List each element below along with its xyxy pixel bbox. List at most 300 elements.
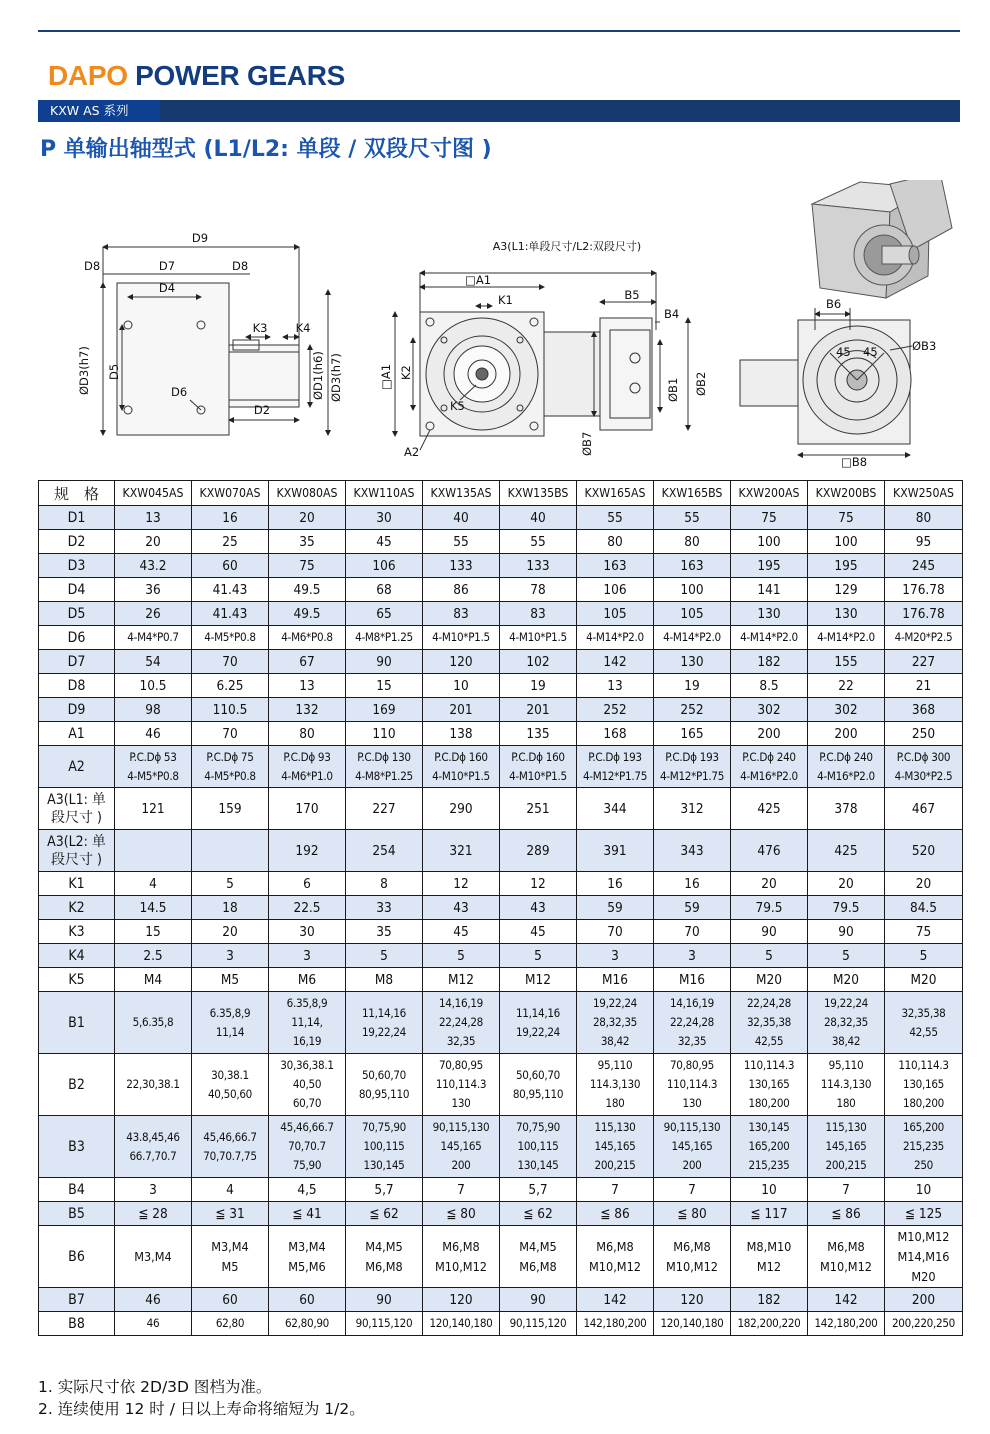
- table-cell: 102: [500, 650, 577, 674]
- table-cell: 35: [346, 920, 423, 944]
- page-title: P 单输出轴型式 (L1/L2: 单段 / 双段尺寸图 ): [40, 137, 492, 162]
- label-d8-right: D8: [232, 259, 249, 273]
- table-cell: P.C.Dϕ 193 4-M12*P1.75: [654, 746, 731, 788]
- label-b2: ØB2: [694, 371, 708, 396]
- table-cell: 55: [654, 506, 731, 530]
- table-cell: 6.35,8,9 11,14: [192, 992, 269, 1054]
- table-cell: 200: [731, 722, 808, 746]
- table-cell: ≦ 86: [577, 1202, 654, 1226]
- table-cell: 90,115,130 145,165 200: [654, 1116, 731, 1178]
- table-cell: 378: [808, 788, 885, 830]
- table-cell: 22: [808, 674, 885, 698]
- table-cell: 163: [577, 554, 654, 578]
- table-cell: ≦ 86: [808, 1202, 885, 1226]
- table-cell: M5: [192, 968, 269, 992]
- table-row: [39, 530, 963, 554]
- table-cell: 19: [654, 674, 731, 698]
- table-row: [39, 554, 963, 578]
- table-cell: 68: [346, 578, 423, 602]
- table-cell: 425: [808, 830, 885, 872]
- table-cell: 105: [654, 602, 731, 626]
- table-cell: 120,140,180: [423, 1312, 500, 1336]
- row-label: A1: [39, 722, 115, 746]
- table-cell: 70: [192, 722, 269, 746]
- table-cell: 30,38.1 40,50,60: [192, 1054, 269, 1116]
- table-cell: 135: [500, 722, 577, 746]
- table-cell: 130: [654, 650, 731, 674]
- table-cell: 70,75,90 100,115 130,145: [346, 1116, 423, 1178]
- table-cell: 10.5: [115, 674, 192, 698]
- table-cell: 80: [654, 530, 731, 554]
- table-cell: 163: [654, 554, 731, 578]
- label-b1: ØB1: [666, 377, 680, 402]
- side-view-drawing: [395, 273, 688, 450]
- table-cell: 21: [885, 674, 963, 698]
- label-a3: A3(L1:单段尺寸/L2:双段尺寸): [492, 240, 642, 253]
- table-cell: 312: [654, 788, 731, 830]
- table-cell: 59: [654, 896, 731, 920]
- row-label: B4: [39, 1178, 115, 1202]
- table-cell: 95: [885, 530, 963, 554]
- table-cell: M6,M8 M10,M12: [577, 1226, 654, 1288]
- table-cell: 195: [808, 554, 885, 578]
- table-cell: 106: [577, 578, 654, 602]
- table-cell: 13: [577, 674, 654, 698]
- table-cell: 59: [577, 896, 654, 920]
- table-cell: 90: [808, 920, 885, 944]
- table-cell: 141: [731, 578, 808, 602]
- brand-title: [48, 60, 345, 92]
- table-cell: 45,46,66.7 70,70.7 75,90: [269, 1116, 346, 1178]
- table-cell: 95,110 114.3,130 180: [808, 1054, 885, 1116]
- table-cell: ≦ 62: [500, 1202, 577, 1226]
- table-cell: M20: [731, 968, 808, 992]
- label-d6: D6: [171, 385, 188, 399]
- table-cell: ≦ 117: [731, 1202, 808, 1226]
- table-cell: 75: [731, 506, 808, 530]
- table-cell: M12: [500, 968, 577, 992]
- table-cell: 41.43: [192, 578, 269, 602]
- table-cell: 70: [192, 650, 269, 674]
- table-cell: 45: [346, 530, 423, 554]
- table-cell: 62,80: [192, 1312, 269, 1336]
- table-cell: P.C.Dϕ 75 4-M5*P0.8: [192, 746, 269, 788]
- table-cell: 79.5: [731, 896, 808, 920]
- label-d3-h7-right: ØD3(h7): [329, 353, 343, 402]
- table-cell: 133: [423, 554, 500, 578]
- table-cell: 289: [500, 830, 577, 872]
- label-a2: A2: [404, 445, 420, 459]
- table-cell: 4-M6*P0.8: [269, 626, 346, 650]
- table-cell: 25: [192, 530, 269, 554]
- table-cell: 14,16,19 22,24,28 32,35: [423, 992, 500, 1054]
- label-b8: □B8: [840, 455, 868, 469]
- table-cell: 90,115,120: [500, 1312, 577, 1336]
- table-cell: 344: [577, 788, 654, 830]
- table-cell: 4,5: [269, 1178, 346, 1202]
- label-k5: K5: [450, 399, 465, 413]
- table-cell: 26: [115, 602, 192, 626]
- table-cell: 201: [500, 698, 577, 722]
- table-cell: 90: [731, 920, 808, 944]
- table-cell: 7: [423, 1178, 500, 1202]
- label-d8-left: D8: [84, 259, 101, 273]
- table-cell: 10: [731, 1178, 808, 1202]
- table-cell: 200,220,250: [885, 1312, 963, 1336]
- table-cell: 520: [885, 830, 963, 872]
- table-cell: 170: [269, 788, 346, 830]
- label-k3: K3: [252, 321, 268, 335]
- row-label: K1: [39, 872, 115, 896]
- table-cell: 4-M14*P2.0: [731, 626, 808, 650]
- table-cell: 70,80,95 110,114.3 130: [423, 1054, 500, 1116]
- table-cell: 3: [654, 944, 731, 968]
- table-cell: 20: [808, 872, 885, 896]
- table-cell: 75: [808, 506, 885, 530]
- table-cell: 18: [192, 896, 269, 920]
- table-cell: 467: [885, 788, 963, 830]
- table-cell: 90: [500, 1288, 577, 1312]
- table-cell: 49.5: [269, 578, 346, 602]
- table-cell: 90,115,130 145,165 200: [423, 1116, 500, 1178]
- table-row: [39, 1178, 963, 1202]
- table-cell: 19,22,24 28,32,35 38,42: [577, 992, 654, 1054]
- spec-table: [38, 480, 963, 1336]
- table-cell: 129: [808, 578, 885, 602]
- label-b4: B4: [664, 307, 680, 321]
- table-cell: ≦ 80: [654, 1202, 731, 1226]
- table-cell: 90,115,120: [346, 1312, 423, 1336]
- table-cell: 115,130 145,165 200,215: [577, 1116, 654, 1178]
- table-cell: 7: [654, 1178, 731, 1202]
- table-cell: 142: [808, 1288, 885, 1312]
- header-model: KXW250AS: [885, 481, 963, 506]
- table-cell: 20: [115, 530, 192, 554]
- table-cell: 155: [808, 650, 885, 674]
- table-cell: 70,75,90 100,115 130,145: [500, 1116, 577, 1178]
- table-cell: 3: [269, 944, 346, 968]
- table-cell: 55: [500, 530, 577, 554]
- table-cell: M4,M5 M6,M8: [346, 1226, 423, 1288]
- table-cell: 46: [115, 722, 192, 746]
- label-angle-1: 45: [836, 345, 851, 359]
- row-label: K3: [39, 920, 115, 944]
- table-cell: 10: [423, 674, 500, 698]
- table-cell: 43.2: [115, 554, 192, 578]
- table-row: [39, 920, 963, 944]
- row-label: D2: [39, 530, 115, 554]
- table-cell: 105: [577, 602, 654, 626]
- table-cell: 13: [115, 506, 192, 530]
- table-cell: 8: [346, 872, 423, 896]
- row-label: D4: [39, 578, 115, 602]
- row-label: B2: [39, 1054, 115, 1116]
- table-cell: 110.5: [192, 698, 269, 722]
- table-cell: 5: [808, 944, 885, 968]
- table-cell: 67: [269, 650, 346, 674]
- table-cell: 22,24,28 32,35,38 42,55: [731, 992, 808, 1054]
- table-cell: 120: [423, 1288, 500, 1312]
- table-cell: M10,M12 M14,M16 M20: [885, 1226, 963, 1288]
- front-view-drawing: [103, 247, 328, 435]
- table-cell: P.C.Dϕ 160 4-M10*P1.5: [423, 746, 500, 788]
- table-cell: 32,35,38 42,55: [885, 992, 963, 1054]
- table-cell: 40: [423, 506, 500, 530]
- table-row: [39, 674, 963, 698]
- table-cell: 425: [731, 788, 808, 830]
- table-cell: 70,80,95 110,114.3 130: [654, 1054, 731, 1116]
- table-cell: 4: [192, 1178, 269, 1202]
- table-cell: M6,M8 M10,M12: [808, 1226, 885, 1288]
- header-model: KXW045AS: [115, 481, 192, 506]
- table-cell: 35: [269, 530, 346, 554]
- table-cell: 84.5: [885, 896, 963, 920]
- table-cell: 5: [346, 944, 423, 968]
- table-cell: 3: [115, 1178, 192, 1202]
- row-label: B3: [39, 1116, 115, 1178]
- table-cell: M4,M5 M6,M8: [500, 1226, 577, 1288]
- table-cell: 7: [808, 1178, 885, 1202]
- table-cell: 60: [192, 554, 269, 578]
- table-cell: M8: [346, 968, 423, 992]
- table-cell: 70: [577, 920, 654, 944]
- table-cell: 80: [269, 722, 346, 746]
- table-cell: 5: [885, 944, 963, 968]
- table-cell: 65: [346, 602, 423, 626]
- table-cell: 100: [808, 530, 885, 554]
- table-cell: 78: [500, 578, 577, 602]
- table-cell: 182: [731, 1288, 808, 1312]
- table-cell: 133: [500, 554, 577, 578]
- table-row: [39, 992, 963, 1054]
- label-b5: B5: [624, 288, 640, 302]
- table-cell: 16: [654, 872, 731, 896]
- table-cell: ≦ 125: [885, 1202, 963, 1226]
- row-label: K5: [39, 968, 115, 992]
- table-cell: M3,M4 M5,M6: [269, 1226, 346, 1288]
- table-cell: P.C.Dϕ 53 4-M5*P0.8: [115, 746, 192, 788]
- table-row: [39, 896, 963, 920]
- row-label: A2: [39, 746, 115, 788]
- row-label: D6: [39, 626, 115, 650]
- label-b6: B6: [826, 297, 842, 311]
- table-cell: 83: [500, 602, 577, 626]
- table-cell: ≦ 62: [346, 1202, 423, 1226]
- table-cell: 168: [577, 722, 654, 746]
- table-cell: 6: [269, 872, 346, 896]
- table-cell: 115,130 145,165 200,215: [808, 1116, 885, 1178]
- table-cell: P.C.Dϕ 160 4-M10*P1.5: [500, 746, 577, 788]
- table-header-row: [39, 481, 963, 506]
- table-cell: P.C.Dϕ 93 4-M6*P1.0: [269, 746, 346, 788]
- table-cell: M3,M4 M5: [192, 1226, 269, 1288]
- table-cell: 19,22,24 28,32,35 38,42: [808, 992, 885, 1054]
- table-cell: 83: [423, 602, 500, 626]
- table-row: [39, 578, 963, 602]
- table-cell: 30: [269, 920, 346, 944]
- table-cell: 192: [269, 830, 346, 872]
- table-cell: 79.5: [808, 896, 885, 920]
- table-cell: 110: [346, 722, 423, 746]
- table-cell: 4-M14*P2.0: [808, 626, 885, 650]
- table-row: [39, 872, 963, 896]
- table-cell: 13: [269, 674, 346, 698]
- table-cell: M3,M4: [115, 1226, 192, 1288]
- dimension-drawings: [0, 180, 990, 470]
- table-cell: 54: [115, 650, 192, 674]
- table-cell: 15: [346, 674, 423, 698]
- table-cell: 200: [808, 722, 885, 746]
- row-label: D5: [39, 602, 115, 626]
- table-cell: 20: [885, 872, 963, 896]
- table-row: [39, 1116, 963, 1178]
- table-row: [39, 1202, 963, 1226]
- table-cell: 120: [423, 650, 500, 674]
- table-cell: M12: [423, 968, 500, 992]
- label-k4: K4: [295, 321, 311, 335]
- table-cell: 3: [192, 944, 269, 968]
- table-cell: 4: [115, 872, 192, 896]
- table-cell: 5: [500, 944, 577, 968]
- table-cell: 80: [885, 506, 963, 530]
- label-d4: D4: [158, 281, 176, 295]
- table-cell: 110,114.3 130,165 180,200: [731, 1054, 808, 1116]
- table-row: [39, 722, 963, 746]
- row-label: B8: [39, 1312, 115, 1336]
- brand-part-1: DAPO: [48, 60, 128, 91]
- table-cell: 86: [423, 578, 500, 602]
- table-cell: 5,6.35,8: [115, 992, 192, 1054]
- table-cell: 70: [654, 920, 731, 944]
- table-cell: M6,M8 M10,M12: [654, 1226, 731, 1288]
- table-cell: 120,140,180: [654, 1312, 731, 1336]
- table-cell: 5: [192, 872, 269, 896]
- table-cell: 4-M20*P2.5: [885, 626, 963, 650]
- table-cell: 46: [115, 1312, 192, 1336]
- table-cell: 98: [115, 698, 192, 722]
- table-cell: 43: [423, 896, 500, 920]
- table-cell: 60: [269, 1288, 346, 1312]
- table-cell: 50,60,70 80,95,110: [346, 1054, 423, 1116]
- label-d1-h6: ØD1(h6): [311, 351, 325, 400]
- table-cell: 60: [192, 1288, 269, 1312]
- row-label: D1: [39, 506, 115, 530]
- row-label: B1: [39, 992, 115, 1054]
- table-cell: 142: [577, 1288, 654, 1312]
- table-cell: 49.5: [269, 602, 346, 626]
- table-cell: 5: [423, 944, 500, 968]
- table-cell: 182: [731, 650, 808, 674]
- table-cell: 368: [885, 698, 963, 722]
- row-label: A3(L1: 单 段尺寸 ): [39, 788, 115, 830]
- table-cell: 16: [192, 506, 269, 530]
- table-cell: [192, 830, 269, 872]
- table-cell: 159: [192, 788, 269, 830]
- table-cell: M16: [577, 968, 654, 992]
- row-label: D3: [39, 554, 115, 578]
- table-cell: 10: [885, 1178, 963, 1202]
- table-cell: 15: [115, 920, 192, 944]
- table-cell: 176.78: [885, 578, 963, 602]
- note-2: 2. 连续使用 12 时 / 日以上寿命将缩短为 1/2。: [38, 1400, 365, 1418]
- table-cell: 45: [500, 920, 577, 944]
- table-cell: 391: [577, 830, 654, 872]
- table-cell: 4-M4*P0.7: [115, 626, 192, 650]
- table-row: [39, 968, 963, 992]
- table-cell: 182,200,220: [731, 1312, 808, 1336]
- drawing-svg: [0, 180, 990, 470]
- table-cell: 22,30,38.1: [115, 1054, 192, 1116]
- table-cell: 252: [577, 698, 654, 722]
- label-angle-2: 45: [863, 345, 878, 359]
- table-cell: 19: [500, 674, 577, 698]
- table-row: [39, 788, 963, 830]
- label-d9: D9: [191, 231, 209, 245]
- notes: [38, 1376, 365, 1420]
- table-row: [39, 506, 963, 530]
- table-cell: 2.5: [115, 944, 192, 968]
- table-cell: 4-M10*P1.5: [500, 626, 577, 650]
- table-cell: 20: [269, 506, 346, 530]
- flange-view-drawing: [740, 308, 912, 455]
- table-cell: 3: [577, 944, 654, 968]
- header-model: KXW165BS: [654, 481, 731, 506]
- row-label: K2: [39, 896, 115, 920]
- table-cell: 250: [885, 722, 963, 746]
- table-cell: 4-M14*P2.0: [577, 626, 654, 650]
- table-cell: 75: [885, 920, 963, 944]
- label-b3: ØB3: [912, 339, 937, 353]
- table-row: [39, 602, 963, 626]
- table-cell: 321: [423, 830, 500, 872]
- table-cell: 120: [654, 1288, 731, 1312]
- header-model: KXW165AS: [577, 481, 654, 506]
- table-cell: 55: [577, 506, 654, 530]
- table-row: [39, 1226, 963, 1288]
- top-rule: [38, 30, 960, 32]
- table-cell: M20: [808, 968, 885, 992]
- table-cell: 4-M14*P2.0: [654, 626, 731, 650]
- table-cell: 142: [577, 650, 654, 674]
- table-cell: 30: [346, 506, 423, 530]
- table-cell: 30,36,38.1 40,50 60,70: [269, 1054, 346, 1116]
- table-cell: 252: [654, 698, 731, 722]
- header-model: KXW080AS: [269, 481, 346, 506]
- row-label: A3(L2: 单 段尺寸 ): [39, 830, 115, 872]
- table-cell: P.C.Dϕ 240 4-M16*P2.0: [808, 746, 885, 788]
- table-cell: 14,16,19 22,24,28 32,35: [654, 992, 731, 1054]
- table-cell: M8,M10 M12: [731, 1226, 808, 1288]
- header-spec-label: 规 格: [39, 481, 115, 506]
- label-k1: K1: [498, 293, 513, 307]
- label-a1-top: □A1: [464, 273, 492, 287]
- table-cell: 165: [654, 722, 731, 746]
- table-cell: 302: [808, 698, 885, 722]
- table-cell: 16: [577, 872, 654, 896]
- table-cell: 90: [346, 1288, 423, 1312]
- brand-part-2: POWER GEARS: [127, 60, 346, 91]
- table-cell: 142,180,200: [808, 1312, 885, 1336]
- row-label: D7: [39, 650, 115, 674]
- table-cell: 130,145 165,200 215,235: [731, 1116, 808, 1178]
- label-d7: D7: [158, 259, 176, 273]
- table-cell: P.C.Dϕ 193 4-M12*P1.75: [577, 746, 654, 788]
- table-cell: P.C.Dϕ 300 4-M30*P2.5: [885, 746, 963, 788]
- table-cell: 110,114.3 130,165 180,200: [885, 1054, 963, 1116]
- table-cell: 62,80,90: [269, 1312, 346, 1336]
- table-cell: 50,60,70 80,95,110: [500, 1054, 577, 1116]
- table-cell: 46: [115, 1288, 192, 1312]
